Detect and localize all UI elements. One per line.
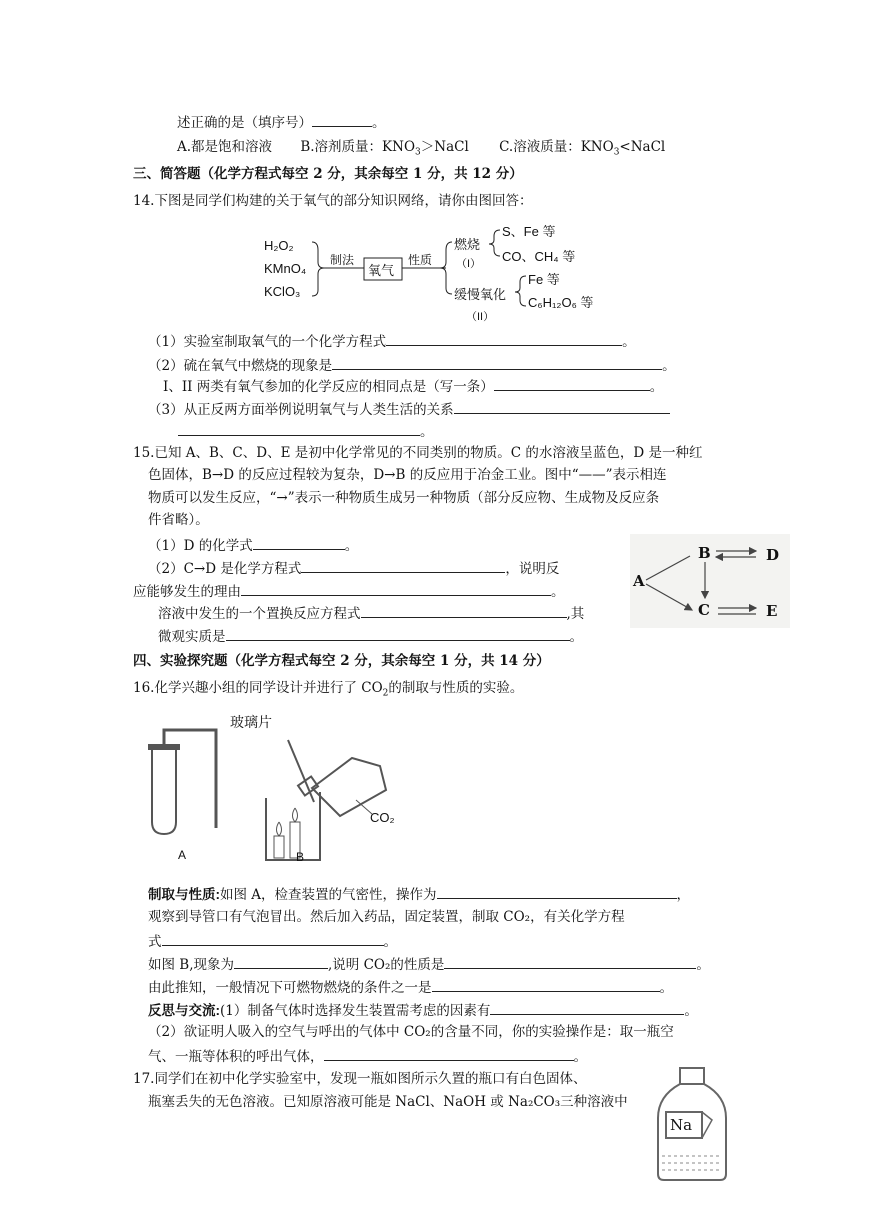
section-title: 四、实验探究题（化学方程式每空 2 分，其余每空 1 分，共 14 分） [133,653,550,669]
slow-item: C₆H₁₂O₆ 等 [528,295,594,310]
answer-blank[interactable] [332,355,662,370]
node-c: C [698,601,710,619]
apparatus-drawing [140,710,400,870]
q15-stem: 15.已知 A、B、C、D、E 是初中化学常见的不同类别的物质。C 的水溶液呈蓝色，D 是一种红 [133,445,703,461]
q16-line1: 制取与性质:如图 A，检查装置的气密性，操作为 ， [148,884,690,904]
label-figure-b: B [296,850,305,864]
answer-blank[interactable] [226,626,570,641]
answer-blank[interactable] [444,954,696,969]
q16-line8: 气、一瓶等体积的呼出气体， 。 [148,1046,587,1066]
node-a: A [633,572,645,590]
q13-text: 述正确的是（填序号） [177,115,312,131]
answer-blank[interactable] [178,421,420,436]
answer-blank[interactable] [432,977,660,992]
answer-blank[interactable] [162,931,384,946]
q16-apparatus-figure [140,710,400,870]
answer-blank[interactable] [234,954,328,969]
answer-blank[interactable] [312,112,372,127]
label-figure-a: A [178,848,187,862]
q14-part3: （3）从正反两方面举例说明氧气与人类生活的关系 [148,399,670,419]
q16-line4: 如图 B,现象为 ,说明 CO₂的性质是 。 [148,954,710,974]
q15-part3b: 微观实质是 。 [158,626,583,646]
q14-part2: （2）硫在氧气中燃烧的现象是 。 [148,355,676,375]
answer-blank[interactable] [324,1046,574,1061]
diagram-lines [260,220,620,328]
q15-stem: 物质可以发生反应，“→”表示一种物质生成另一种物质（部分反应物、生成物及反应条 [148,490,660,506]
q15-relation-diagram [630,534,790,628]
slow-oxidation-label: 缓慢氧化 [454,287,507,302]
q14-part2b: I、II 两类有氧气参加的化学反应的相同点是（写一条） 。 [163,376,663,396]
q15-part1: （1）D 的化学式 。 [148,535,358,555]
answer-blank[interactable] [301,558,505,573]
q14-part3-cont: 。 [178,421,434,441]
burn-item: S、Fe 等 [502,224,556,239]
q17-line1: 17.同学们在初中化学实验室中，发现一瓶如图所示久置的瓶口有白色固体、 [133,1071,587,1087]
label-make: 制法 [330,253,355,267]
q15-stem: 色固体，B→D 的反应过程较为复杂，D→B 的反应用于冶金工业。图中“——”表示相连 [148,467,667,483]
q16-stem: 16.化学兴趣小组的同学设计并进行了 $CO_2$的制取与性质的实验。 [133,680,524,699]
center-oxygen: 氧气 [368,264,395,279]
node-d: D [766,546,780,564]
answer-blank[interactable] [361,603,567,618]
q13-line [177,112,386,132]
oxygen-knowledge-diagram [260,220,620,328]
answer-blank[interactable] [253,535,345,550]
q16-line3: 式 。 [148,931,397,951]
q16-line2: 观察到导管口有气泡冒出。然后加入药品，固定装置，制取 CO₂，有关化学方程 [148,909,625,925]
node-b: B [698,544,711,562]
burn-number: （I） [456,258,482,270]
option-a: A.都是饱和溶液 [177,139,273,155]
q15-part2: （2）C→D 是化学方程式 ，说明反 [148,558,559,578]
reagent-bottle-figure [654,1066,730,1182]
reactant: H₂O₂ [264,238,294,253]
q15-part2b: 应能够发生的理由 。 [133,581,565,601]
answer-blank[interactable] [490,1000,684,1015]
q16-line6: 反思与交流:(1）制备气体时选择发生装置需考虑的因素有 。 [148,1000,698,1020]
node-e: E [766,602,778,620]
answer-blank[interactable] [241,581,551,596]
answer-blank[interactable] [454,399,670,414]
slow-item: Fe 等 [528,272,560,287]
bottle-label: Na [670,1116,693,1134]
q15-part3: 溶液中发生的一个置换反应方程式 ,其 [158,603,584,623]
slow-number: （II） [466,311,495,323]
q16-line5: 由此推知，一般情况下可燃物燃烧的条件之一是 。 [148,977,673,997]
q15-stem: 件省略）。 [148,512,209,528]
reactant: KClO₃ [264,284,301,299]
burn-label: 燃烧 [454,237,481,252]
label-property: 性质 [408,253,433,267]
option-b: B.溶剂质量：$KNO_3>NaCl$ [300,139,469,158]
option-c: C.溶液质量：$KNO_3<NaCl$ [499,139,666,158]
burn-item: CO、CH₄ 等 [502,249,576,264]
answer-blank[interactable] [386,331,622,346]
answer-blank[interactable] [437,884,677,899]
answer-blank[interactable] [494,376,650,391]
q17-line2: 瓶塞丢失的无色溶液。已知原溶液可能是 NaCl、NaOH 或 Na₂CO₃三种溶液中 [148,1094,628,1110]
q14-part1: （1）实验室制取氧气的一个化学方程式 。 [148,331,636,351]
q13-options [177,138,665,162]
punct: 。 [372,115,386,131]
label-glass-sheet: 玻璃片 [230,715,272,731]
q16-line7: （2）欲证明人吸入的空气与呼出的气体中 CO₂的含量不同，你的实验操作是：取一瓶空 [148,1024,674,1040]
label-co2: CO₂ [370,810,395,825]
section-title: 三、简答题（化学方程式每空 2 分，其余每空 1 分，共 12 分） [133,166,523,182]
q14-stem: 14.下图是同学们构建的关于氧气的部分知识网络，请你由图回答： [133,193,533,209]
reactant: KMnO₄ [264,261,307,276]
